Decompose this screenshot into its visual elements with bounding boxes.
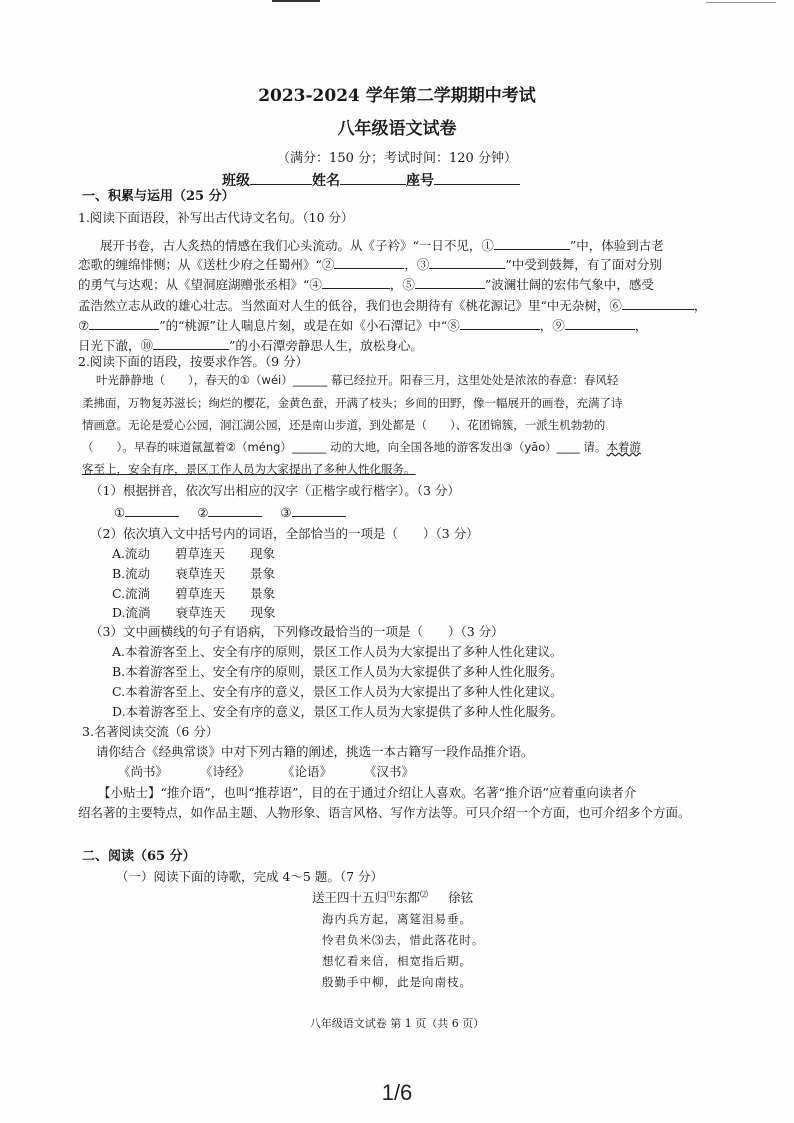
hanzi-blank-2[interactable]	[208, 504, 262, 517]
book-item: 《汉书》	[364, 764, 415, 779]
q3-prompt: 3.名著阅读交流（6 分）	[82, 724, 219, 739]
seat-field[interactable]	[434, 172, 520, 185]
answer-blank-3[interactable]	[429, 256, 505, 269]
poem-line: 海内兵方起，离筵泪易垂。	[322, 912, 472, 926]
q2-passage-line-1: 叶光静静地（ ），春天的①（wéi）______ 幕已经拉开。阳春三月，这里处处是浓浓的春意：春风轻	[96, 373, 619, 387]
poem-line: 想忆看来信，相宽指后期。	[322, 954, 472, 968]
score-time: （满分：150 分；考试时间：120 分钟）	[277, 151, 517, 166]
answer-blank-5[interactable]	[415, 276, 485, 289]
poem-title: 送王四十五归⑴东都⑵ 徐铉	[312, 890, 474, 906]
name-label: 姓名	[312, 173, 340, 189]
q2-sub2-option-d: D.流淌 衰草连天 现象	[112, 605, 276, 620]
q3-tip-line-1: 【小贴士】“推介语”，也叫“推荐语”，目的在于通过介绍让人喜欢。名著“推介语”应着重向读者介	[98, 785, 637, 800]
q1-line-4: 孟浩然立志从政的雄心壮志。当然面对人生的低谷，我们也会期待有《桃花源记》里“中无杂树，⑥ ，	[78, 298, 707, 313]
class-label: 班级	[222, 173, 250, 189]
poem-line: 怜君负米⑶去，惜此落花时。	[322, 933, 485, 947]
q2-sub3-option-d: D.本着游客至上、安全有序的意义，景区工作人员为大家提供了多种人性化服务。	[112, 704, 564, 719]
answer-blank-4[interactable]	[322, 276, 390, 289]
hanzi-blank-3[interactable]	[292, 504, 346, 517]
page-footer: 八年级语文试卷 第 1 页（共 6 页）	[309, 1017, 485, 1030]
section-2-heading: 二、阅读（65 分）	[82, 849, 196, 864]
q2-sub3-option-a: A.本着游客至上、安全有序的原则，景区工作人员为大家提出了多种人性化建议。	[112, 644, 563, 659]
seat-label: 座号	[406, 173, 434, 189]
q1-line-1: 展开书卷，古人炙热的情感在我们心头流动。从《子衿》“一日不见，① ”中，体验到古老	[100, 238, 664, 253]
scan-mark	[706, 2, 776, 3]
exam-title: 2023-2024 学年第二学期期中考试	[258, 86, 536, 106]
section-1-heading: 一、积累与运用（25 分）	[82, 189, 235, 204]
class-field[interactable]	[250, 172, 312, 185]
book-item: 《论语》	[282, 764, 333, 779]
name-field[interactable]	[340, 172, 406, 185]
q2-sub1: （1）根据拼音，依次写出相应的汉字（正楷字或行楷字）。（3 分）	[90, 483, 460, 498]
q1-line-5: ⑦ ”的“桃源”让人喘息片刻，或是在如《小石潭记》中“⑧ ，⑨ ，	[78, 318, 648, 333]
q3-book-list	[118, 766, 414, 779]
poem-author: 徐铉	[448, 890, 474, 906]
q2-sub3-option-c: C.本着游客至上、安全有序的意义，景区工作人员为大家提出了多种人性化建议。	[112, 684, 563, 699]
hanzi-blank-1[interactable]	[125, 504, 179, 517]
reading-part-1-heading: （一）阅读下面的诗歌，完成 4～5 题。（7 分）	[116, 869, 384, 884]
q2-passage-line-3: 情画意。无论是爱心公园，洞江湖公园，还是南山步道，到处都是（ ）、花团锦簇，一派生机勃勃的	[82, 418, 606, 432]
answer-blank-10[interactable]	[153, 337, 229, 350]
q1-line-3: 的勇气与达观；从《望洞庭湖赠张丞相》“④ ，⑤ ”波澜壮阔的宏伟气象中，感受	[78, 277, 654, 292]
answer-blank-1[interactable]	[494, 237, 570, 250]
scan-mark	[272, 0, 320, 2]
q3-instruction: 请你结合《经典常谈》中对下列古籍的阐述，挑选一本古籍写一段作品推介语。	[96, 744, 534, 759]
q1-prompt: 1.阅读下面语段，补写出古代诗文名句。（10 分）	[78, 210, 354, 225]
q1-line-6: 日光下澈，⑩ ”的小石潭旁静思人生，放松身心。	[78, 338, 423, 353]
q2-sub1-blanks: ① ② ③	[114, 504, 346, 520]
answer-blank-7[interactable]	[89, 317, 159, 330]
page-indicator: 1/6	[381, 1080, 413, 1105]
q2-passage-line-5: 客至上，安全有序，景区工作人员为大家提出了多种人性化服务。	[82, 462, 416, 476]
poem-line: 殷勤手中柳，此是向南枝。	[322, 975, 472, 989]
q1-line-2: 恋歌的缠绵悱恻；从《送杜少府之任蜀州》“② ，③ ”中受到鼓舞，有了面对分别	[78, 257, 662, 272]
book-item: 《诗经》	[200, 764, 251, 779]
answer-blank-8[interactable]	[460, 317, 540, 330]
q2-passage-line-2: 柔拂面，万物复苏滋长；绚烂的樱花，金黄色蚕，开满了枝头；乡间的田野，像一幅展开的画卷，充满了诗	[82, 396, 623, 410]
q2-sub2: （2）依次填入文中括号内的词语，全部恰当的一项是（ ）（3 分）	[90, 526, 479, 541]
answer-blank-2[interactable]	[334, 256, 404, 269]
answer-blank-6[interactable]	[622, 297, 694, 310]
exam-subtitle: 八年级语文试卷	[337, 119, 457, 139]
q2-sub2-option-c: C.流淌 碧草连天 景象	[112, 586, 276, 601]
q2-sub2-option-b: B.流动 衰草连天 景象	[112, 566, 276, 581]
q2-passage-line-4: （ ）。早春的味道氤氲着②（méng）______ 动的大地，向全国各地的游客发出③（yāo）____ 请。本着游	[82, 440, 641, 454]
q2-sub3-option-b: B.本着游客至上、安全有序的原则，景区工作人员为大家提供了多种人性化服务。	[112, 664, 563, 679]
student-info-row	[222, 172, 520, 188]
answer-blank-9[interactable]	[565, 317, 635, 330]
q2-sub3: （3）文中画横线的句子有语病，下列修改最恰当的一项是（ ）（3 分）	[90, 624, 504, 639]
q3-tip-line-2: 绍名著的主要特点，如作品主题、人物形象、语言风格、写作方法等。可只介绍一个方面，也可介绍多个方面。	[78, 805, 691, 820]
book-item: 《尚书》	[118, 764, 169, 779]
q2-prompt: 2.阅读下面的语段，按要求作答。（9 分）	[78, 354, 309, 369]
q2-sub2-option-a: A.流动 碧草连天 现象	[112, 546, 276, 561]
